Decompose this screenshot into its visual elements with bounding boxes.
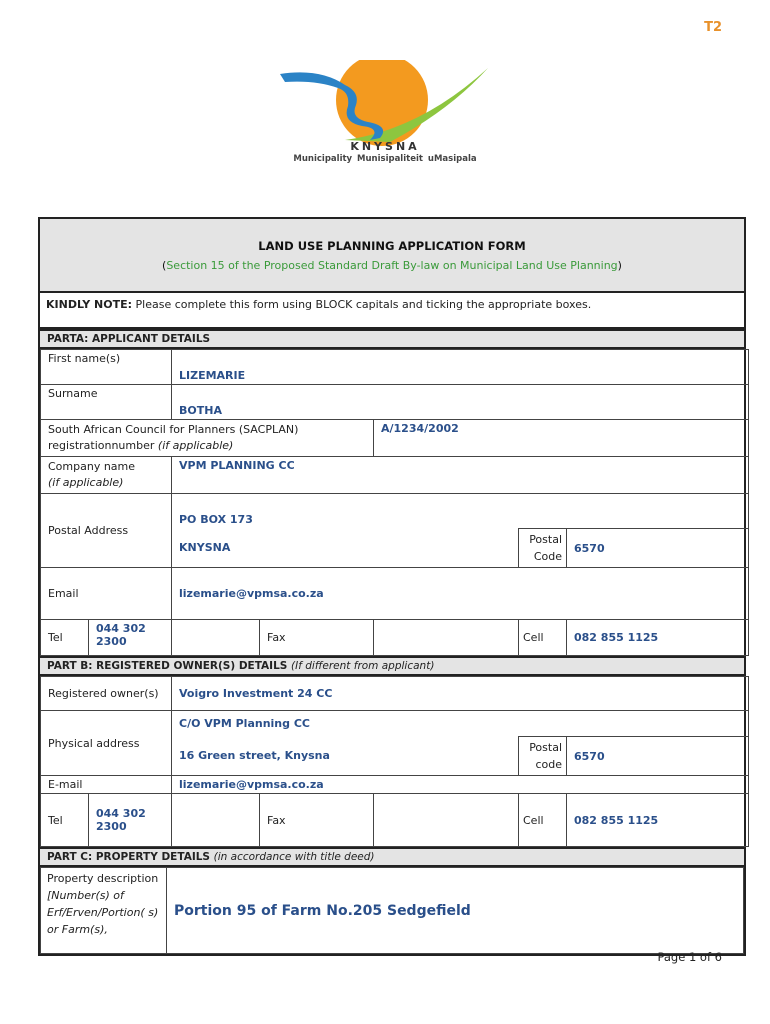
part-a-heading: PARTA: APPLICANT DETAILS	[38, 329, 746, 349]
surname-field[interactable]: BOTHA	[172, 385, 749, 420]
row-property: Property description [Number(s) of Erf/Erven/Portion( s) or Farm(s), Portion 95 of Farm No.205 Sedgefield	[41, 868, 744, 954]
owner-email-field[interactable]: lizemarie@vpmsa.co.za	[172, 776, 749, 794]
postal-line-1[interactable]: PO BOX 173	[172, 494, 749, 529]
row-owner-tel: Tel 044 302 2300 Fax Cell 082 855 1125	[41, 794, 749, 847]
owner-tel-field[interactable]: 044 302 2300	[88, 794, 171, 846]
part-b-heading: PART B: REGISTERED OWNER(S) DETAILS (If different from applicant)	[38, 656, 746, 676]
email-field[interactable]: lizemarie@vpmsa.co.za	[172, 568, 749, 620]
row-postal-1: Postal Address PO BOX 173	[41, 494, 749, 529]
part-b-table	[40, 676, 749, 847]
fax-field[interactable]	[374, 620, 519, 656]
first-name-field[interactable]: LIZEMARIE	[172, 350, 749, 385]
row-owner-email: E-mail lizemarie@vpmsa.co.za	[41, 776, 749, 794]
form-subtitle: (Section 15 of the Proposed Standard Draft By-law on Municipal Land Use Planning)	[162, 259, 622, 272]
row-postal-2: KNYSNA Postal Code 6570	[41, 529, 749, 568]
postal-code-field[interactable]: 6570	[567, 529, 749, 568]
page-number: Page 1 of 6	[657, 950, 722, 964]
owner-cell-field[interactable]: 082 855 1125	[567, 794, 749, 847]
kindly-note: KINDLY NOTE: Please complete this form using BLOCK capitals and ticking the appropriate boxes.	[40, 293, 744, 329]
logo-tagline: Municipality Munisipaliteit uMasipala	[293, 154, 477, 164]
row-first-name: First name(s) LIZEMARIE	[41, 350, 749, 385]
row-surname: Surname BOTHA	[41, 385, 749, 420]
tel-field[interactable]: 044 302 2300	[88, 620, 171, 655]
part-a-table	[40, 349, 749, 656]
physical-line-1[interactable]: C/O VPM Planning CC	[172, 711, 749, 737]
cell-field[interactable]: 082 855 1125	[567, 620, 749, 656]
postal-line-2[interactable]: KNYSNA	[172, 529, 519, 568]
company-field[interactable]: VPM PLANNING CC	[172, 457, 749, 494]
physical-line-2[interactable]: 16 Green street, Knysna	[172, 737, 519, 776]
form-title: LAND USE PLANNING APPLICATION FORM	[258, 239, 526, 253]
form-code: T2	[704, 20, 722, 35]
sacplan-field[interactable]: A/1234/2002	[374, 420, 749, 457]
row-physical-1: Physical address C/O VPM Planning CC	[41, 711, 749, 737]
owner-postal-code-field[interactable]: 6570	[567, 737, 749, 776]
owner-field[interactable]: Voigro Investment 24 CC	[172, 677, 749, 711]
row-physical-2: 16 Green street, Knysna Postal code 6570	[41, 737, 749, 776]
owner-fax-field[interactable]	[374, 794, 519, 847]
row-email: Email lizemarie@vpmsa.co.za	[41, 568, 749, 620]
part-c-table	[40, 867, 744, 954]
application-form	[38, 217, 746, 956]
row-owner: Registered owner(s) Voigro Investment 24 CC	[41, 677, 749, 711]
property-description-field[interactable]: Portion 95 of Farm No.205 Sedgefield	[167, 868, 744, 954]
row-company: Company name (if applicable) VPM PLANNING CC	[41, 457, 749, 494]
part-c-heading: PART C: PROPERTY DETAILS (in accordance with title deed)	[38, 847, 746, 867]
row-tel: Tel 044 302 2300 Fax Cell 082 855 1125	[41, 620, 749, 656]
form-header	[40, 219, 744, 293]
row-sacplan: South African Council for Planners (SACPLAN) registrationnumber (if applicable) A/1234/2002	[41, 420, 749, 457]
logo-name: KNYSNA	[350, 140, 420, 153]
